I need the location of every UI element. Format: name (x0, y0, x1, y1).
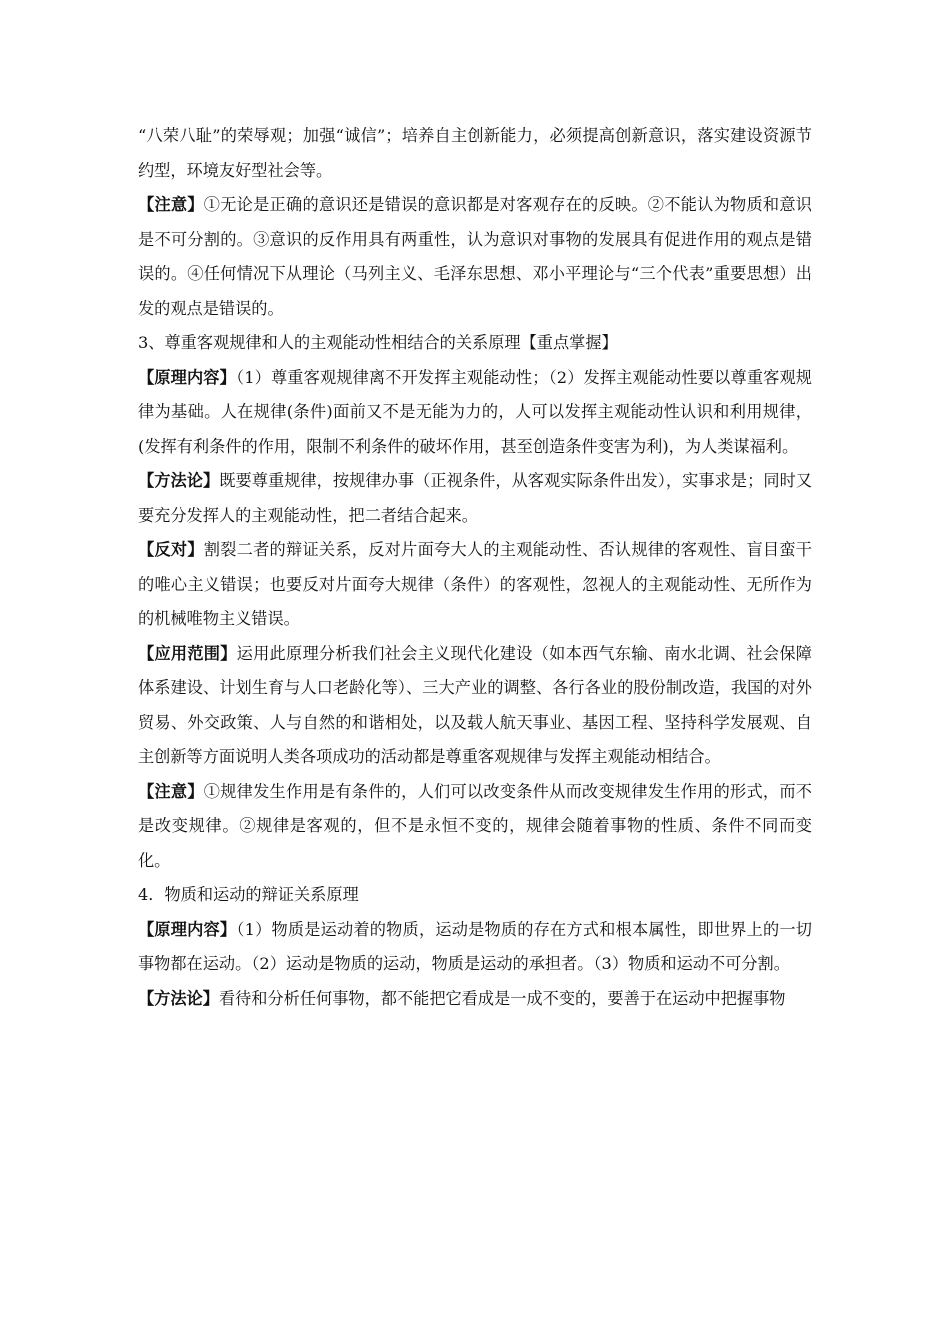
paragraph-text: 既要尊重规律，按规律办事（正视条件，从客观实际条件出发），实事求是；同时又要充分发挥人的主观能动性，把二者结合起来。 (138, 471, 813, 525)
paragraph-principle-content-4 (138, 913, 812, 982)
paragraph-tag: 【注意】 (138, 195, 204, 214)
paragraph-text: “八荣八耻”的荣辱观；加强“诚信”；培养自主创新能力，必须提高创新意识，落实建设资源节约型，环境友好型社会等。 (138, 126, 812, 180)
document-page (138, 119, 812, 1016)
paragraph-text: ①规律发生作用是有条件的，人们可以改变条件从而改变规律发生作用的形式，而不是改变规律。②规律是客观的，但不是永恒不变的，规律会随着事物的性质、条件不同而变化。 (138, 781, 812, 870)
paragraph-text: 看待和分析任何事物，都不能把它看成是一成不变的，要善于在运动中把握事物 (218, 988, 786, 1008)
paragraph-text: 运用此原理分析我们社会主义现代化建设（如本西气东输、南水北调、社会保障体系建设、计划生育与人口老龄化等）、三大产业的调整、各行各业的股份制改造，我国的对外贸易、外交政策、人与自然的和谐相处，以及载人航天事业、基因工程、坚持科学发展观、自主创新等方面说明人类各项成功的活动都是尊重客观规律与发挥主观能动相结合。 (138, 643, 812, 766)
paragraph-tag: 【原理内容】 (138, 367, 236, 387)
paragraph-tag: 【应用范围】 (138, 643, 237, 663)
paragraph-tag: 【反对】 (138, 540, 204, 559)
paragraph-text: （1）尊重客观规律离不开发挥主观能动性；（2）发挥主观能动性要以尊重客观规律为基础。人在规律(条件)面前又不是无能为力的，人可以发挥主观能动性认识和利用规律，(发挥有利条件的作用，限制不利条件的破坏作用，甚至创造条件变害为利)，为人类谋福利。 (138, 367, 812, 456)
paragraph-methodology-3 (138, 464, 812, 533)
paragraph-honor-disgrace (138, 119, 812, 188)
paragraph-methodology-4 (138, 982, 812, 1017)
paragraph-text: 割裂二者的辩证关系，反对片面夸大人的主观能动性、否认规律的客观性、盲目蛮干的唯心主义错误；也要反对片面夸大规律（条件）的客观性，忽视人的主观能动性、无所作为的机械唯物主义错误。 (138, 540, 812, 628)
paragraph-text: ①无论是正确的意识还是错误的意识都是对客观存在的反映。②不能认为物质和意识是不可分割的。③意识的反作用具有两重性，认为意识对事物的发展具有促进作用的观点是错误的。④任何情况下从理论（马列主义、毛泽东思想、邓小平理论与“三个代表”重要思想）出发的观点是错误的。 (138, 195, 812, 318)
paragraph-note-consciousness (138, 188, 812, 326)
paragraph-tag: 【方法论】 (138, 471, 220, 490)
paragraph-tag: 【原理内容】 (138, 919, 237, 939)
paragraph-application-3 (138, 637, 812, 775)
paragraph-oppose-3 (138, 533, 812, 637)
paragraph-text: （1）物质是运动着的物质，运动是物质的存在方式和根本属性，即世界上的一切事物都在运动。（2）运动是物质的运动，物质是运动的承担者。（3）物质和运动不可分割。 (138, 919, 812, 973)
paragraph-text: 3、尊重客观规律和人的主观能动性相结合的关系原理【重点掌握】 (138, 333, 618, 352)
paragraph-text: 4．物质和运动的辩证关系原理 (138, 885, 359, 904)
paragraph-principle-content-3 (138, 361, 812, 465)
paragraph-tag: 【注意】 (138, 781, 204, 801)
paragraph-note-law (138, 775, 812, 879)
paragraph-tag: 【方法论】 (138, 988, 219, 1008)
section-heading-4 (138, 878, 812, 913)
section-heading-3 (138, 326, 812, 361)
